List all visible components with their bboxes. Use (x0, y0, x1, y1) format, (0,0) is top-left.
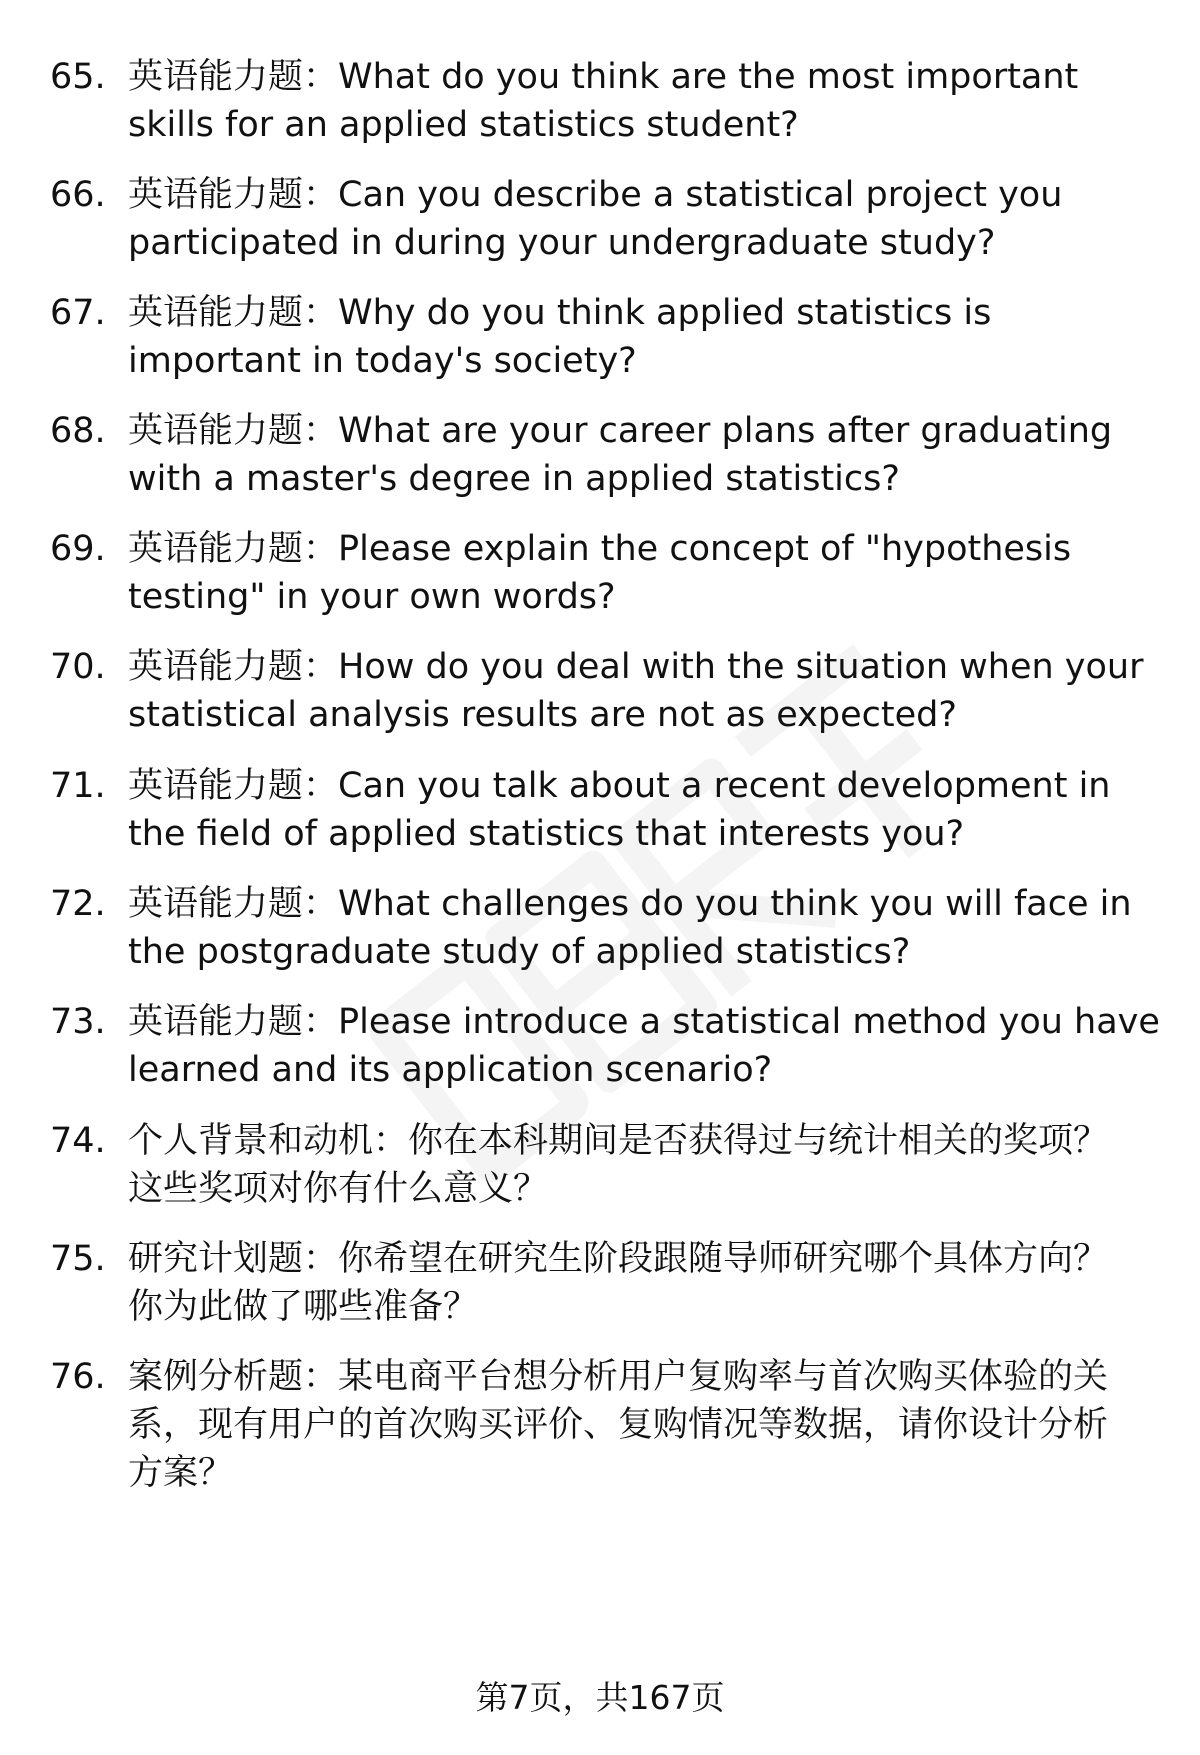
question-number: 68. (50, 411, 106, 451)
question-text (128, 1117, 1148, 1213)
question-number: 76. (50, 1357, 106, 1397)
question-number: 73. (50, 1002, 106, 1042)
question-number: 65. (50, 57, 106, 97)
question-text-line: 英语能力题：What do you think are the most important (128, 57, 1079, 97)
page-number: 第7页，共167页 (475, 1678, 725, 1717)
question-text-line: 英语能力题：Please explain the concept of "hypothesis (128, 529, 1072, 569)
question-text (128, 1353, 1148, 1497)
question-number: 69. (50, 529, 106, 569)
question-text (128, 1235, 1148, 1331)
question-text-line: skills for an applied statistics student? (128, 105, 799, 145)
question-text (128, 525, 1148, 621)
question-text-line: with a master's degree in applied statistics? (128, 459, 900, 499)
question-text-line: 研究计划题：你希望在研究生阶段跟随导师研究哪个具体方向？ (128, 1239, 1109, 1279)
question-number: 74. (50, 1121, 106, 1161)
question-number: 71. (50, 766, 106, 806)
question-text-line: 英语能力题：Can you talk about a recent development in (128, 766, 1111, 806)
question-text (128, 998, 1160, 1094)
question-text-line: the field of applied statistics that interests you? (128, 814, 965, 854)
question-number: 66. (50, 175, 106, 215)
question-text-line: 英语能力题：Can you describe a statistical project you (128, 175, 1063, 215)
question-number: 72. (50, 884, 106, 924)
question-text-line: testing" in your own words? (128, 577, 616, 617)
question-text-line: 系，现有用户的首次购买评价、复购情况等数据，请你设计分析 (128, 1405, 1109, 1445)
question-text-line: 英语能力题：Why do you think applied statistics is (128, 293, 992, 333)
question-number: 67. (50, 293, 106, 333)
question-text-line: learned and its application scenario? (128, 1050, 773, 1090)
question-text (128, 171, 1148, 267)
question-number: 75. (50, 1239, 106, 1279)
question-text-line: 个人背景和动机：你在本科期间是否获得过与统计相关的奖项？ (128, 1121, 1109, 1161)
question-text (128, 880, 1148, 976)
question-text-line: important in today's society? (128, 341, 637, 381)
question-text-line: 英语能力题：How do you deal with the situation when your (128, 647, 1144, 687)
question-text (128, 407, 1148, 503)
question-text-line: 英语能力题：What challenges do you think you will face in (128, 884, 1132, 924)
question-text (128, 762, 1148, 858)
question-text-line: 这些奖项对你有什么意义？ (128, 1169, 549, 1209)
question-text (128, 289, 1148, 385)
question-text-line: statistical analysis results are not as expected? (128, 695, 957, 735)
question-text-line: 你为此做了哪些准备？ (128, 1287, 479, 1327)
question-text-line: participated in during your undergraduate study? (128, 223, 996, 263)
question-text-line: 方案？ (128, 1453, 234, 1493)
question-text-line: 英语能力题：What are your career plans after graduating (128, 411, 1113, 451)
question-number: 70. (50, 647, 106, 687)
question-text (128, 53, 1148, 149)
question-text (128, 643, 1148, 739)
question-text-line: 案例分析题：某电商平台想分析用户复购率与首次购买体验的关 (128, 1357, 1109, 1397)
question-text-line: 英语能力题：Please introduce a statistical method you have (128, 1002, 1160, 1042)
question-text-line: the postgraduate study of applied statistics? (128, 932, 911, 972)
